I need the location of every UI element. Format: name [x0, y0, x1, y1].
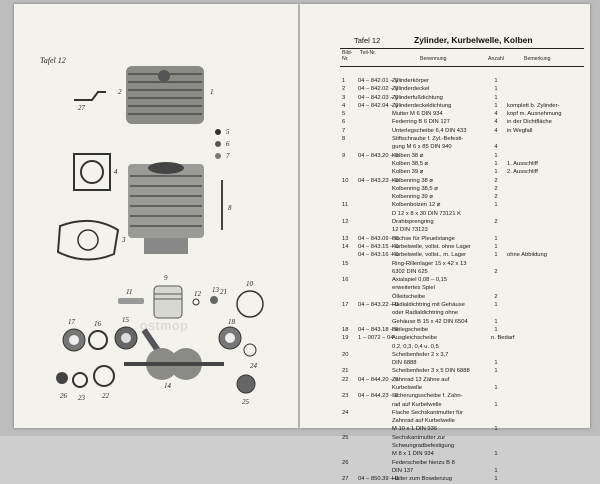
part-label: 2 — [118, 88, 122, 96]
table-row — [342, 401, 582, 409]
watermark-text: ostmop — [140, 318, 189, 333]
row-name: Stiftschraube f. Zyl.-Befesti- — [392, 136, 464, 143]
row-name: Zahnrad 13 Zähne auf — [392, 376, 450, 383]
row-quantity: 1 — [494, 302, 498, 309]
table-row — [342, 260, 582, 268]
row-part-number: 04 – 844.20 – 0 — [358, 376, 399, 383]
row-name: 0,2, 0,3, 0,4 u. 0,5 — [392, 343, 439, 350]
row-part-number: 04 – 842.04 – 0 — [358, 102, 399, 109]
part-label: 7 — [226, 152, 230, 160]
row-pos: 2 — [342, 86, 346, 93]
part-label: 18 — [228, 318, 235, 326]
table-row — [342, 276, 582, 284]
table-row — [342, 251, 582, 259]
row-quantity: 2 — [494, 194, 498, 201]
row-name: Unterlegscheibe 6,4 DIN 433 — [392, 127, 467, 134]
row-pos: 4 — [342, 102, 346, 109]
row-pos: 25 — [342, 434, 349, 441]
cylinder-head — [126, 66, 204, 124]
table-row — [342, 226, 582, 234]
right-page-parts-list — [300, 4, 590, 483]
row-note: ohne Abbildung — [507, 252, 547, 259]
part-label: 22 — [102, 392, 109, 400]
tafel-label-right: Tafel 12 — [354, 36, 381, 45]
row-name: Kolben 38 ⌀ — [392, 152, 424, 159]
row-quantity: 1 — [494, 384, 498, 391]
table-row — [342, 409, 582, 417]
row-part-number: 04 – 844.23 – 0 — [358, 393, 399, 400]
table-row — [342, 442, 582, 450]
row-quantity: 2 — [494, 219, 498, 226]
row-pos: 17 — [342, 302, 349, 309]
table-row — [342, 218, 582, 226]
row-part-number: 04 – 843.16 – 0 — [358, 252, 399, 259]
spring-washer-bottom — [73, 373, 87, 387]
table-row — [342, 425, 582, 433]
row-name: Sechskantmutter zur — [392, 434, 446, 441]
row-quantity: 1 — [494, 451, 498, 458]
left-page-parts-drawing — [14, 4, 298, 428]
row-quantity: 2 — [494, 177, 498, 184]
row-note: komplett b. Zylinder- — [507, 102, 560, 109]
row-part-number: 04 – 850.39 – 0 — [358, 476, 399, 483]
col-head-pos: Bild-Nr. — [342, 50, 353, 62]
row-name: Schwungradbefestigung — [392, 443, 455, 450]
row-pos: 1 — [342, 78, 346, 84]
table-row — [342, 326, 582, 334]
row-name: Ölleitscheibe — [392, 293, 426, 300]
table-row — [342, 475, 582, 483]
row-pos: 22 — [342, 376, 349, 383]
parts-table — [342, 77, 582, 484]
row-name: Federscheibe hierzu B 8 — [392, 459, 455, 466]
part-label: 27 — [78, 104, 85, 112]
row-quantity: 1 — [494, 426, 498, 433]
row-quantity: 4 — [494, 111, 498, 118]
table-row — [342, 127, 582, 135]
head-gasket — [74, 154, 110, 190]
row-quantity: 1 — [494, 78, 498, 84]
row-quantity: 1 — [494, 169, 498, 176]
row-name: 6302 DIN 625 — [392, 268, 428, 275]
piston — [154, 286, 182, 318]
row-part-number: 04 – 842.03 – 0 — [358, 94, 399, 101]
table-row — [342, 450, 582, 458]
row-pos: 9 — [342, 152, 346, 159]
row-name: Kolben 38,5 ⌀ — [392, 160, 429, 167]
row-name: Axialspiel 0,08 – 0,15 — [392, 277, 448, 284]
crankshaft — [124, 330, 224, 380]
row-name: Gehäuse B 15 x 42 DIN 6504 — [392, 318, 468, 325]
table-row — [342, 318, 582, 326]
row-name: Zahnrad auf Kurbelwelle — [392, 418, 455, 425]
table-row — [342, 343, 582, 351]
table-row — [342, 201, 582, 209]
spring-ring-part — [215, 141, 221, 147]
table-row — [342, 367, 582, 375]
table-row — [342, 102, 582, 110]
row-part-number: 04 – 843.15 – 0 — [358, 243, 399, 250]
row-quantity: 1 — [494, 94, 498, 101]
part-label: 17 — [68, 318, 75, 326]
row-name: Radialdichtring mit Gehäuse — [392, 302, 465, 309]
row-pos: 3 — [342, 94, 346, 101]
gear-left — [89, 331, 107, 349]
row-pos: 12 — [342, 219, 349, 226]
row-note: 1. Ausschliff — [507, 160, 538, 167]
row-pos: 8 — [342, 136, 346, 143]
table-row — [342, 376, 582, 384]
part-label: 24 — [250, 362, 257, 370]
table-row — [342, 392, 582, 400]
table-row — [342, 185, 582, 193]
piston-pin — [118, 298, 144, 304]
seal-right — [237, 375, 255, 393]
row-quantity: 2 — [494, 268, 498, 275]
col-head-nr: Teil-Nr. — [360, 50, 377, 56]
row-note: 2. Ausschliff — [507, 169, 538, 176]
row-quantity: 1 — [494, 318, 498, 325]
row-part-number: 04 – 843.22 – 0 — [358, 302, 399, 309]
table-row — [342, 334, 582, 342]
sprocket — [94, 366, 114, 386]
part-label: 5 — [226, 128, 230, 136]
table-row — [342, 135, 582, 143]
row-name: Federring B 6 DIN 127 — [392, 119, 450, 126]
row-pos: 27 — [342, 476, 349, 483]
row-name: Büchse für Pleuelstange — [392, 235, 455, 242]
row-name: Drahtsprengring — [392, 219, 434, 226]
table-row — [342, 351, 582, 359]
row-part-number: 04 – 843.23 – 0 — [358, 177, 399, 184]
row-pos: 11 — [342, 202, 349, 209]
row-pos: 26 — [342, 459, 349, 466]
row-pos: 15 — [342, 260, 349, 267]
part-label: 9 — [164, 274, 168, 282]
table-row — [342, 77, 582, 85]
row-part-number: 04 – 842.02 – 0 — [358, 86, 399, 93]
part-label: 26 — [60, 392, 67, 400]
table-row — [342, 85, 582, 93]
row-name: Zylinderdeckel — [392, 86, 430, 93]
row-name: Halter zum Bowdenzug — [392, 476, 452, 483]
tafel-label-left: Tafel 12 — [40, 56, 66, 65]
table-row — [342, 284, 582, 292]
row-name: 12 DIN 73123 — [392, 227, 428, 234]
row-quantity: n. Bedarf — [491, 335, 515, 342]
row-quantity: 1 — [494, 152, 498, 159]
row-name: Kolbenring 39 ⌀ — [392, 194, 433, 201]
part-label: 10 — [246, 280, 253, 288]
row-name: D 12 x 8 x 30 DIN 73121 K — [392, 210, 461, 217]
header-rule-bottom — [340, 66, 584, 67]
row-name: DIN 137 — [392, 467, 414, 474]
table-row — [342, 210, 582, 218]
row-quantity: 2 — [494, 293, 498, 300]
row-pos: 5 — [342, 111, 346, 118]
row-pos: 21 — [342, 368, 349, 375]
part-label: 15 — [122, 316, 129, 324]
table-row — [342, 268, 582, 276]
row-part-number: 1 – 0072 – 04 — [358, 335, 394, 342]
table-row — [342, 467, 582, 475]
table-row — [342, 235, 582, 243]
row-pos: 16 — [342, 277, 349, 284]
base-gasket — [58, 221, 118, 260]
part-label: 1 — [210, 88, 214, 96]
row-name: Flache Sechskantmutter für — [392, 409, 463, 416]
row-name: Ausgleichscheibe — [392, 335, 438, 342]
part-label: 6 — [226, 140, 230, 148]
row-note: in Wegfall — [507, 127, 533, 134]
row-name: M 8 x 1 DIN 934 — [392, 451, 434, 458]
row-part-number: 04 – 843.09 – 0 — [358, 235, 399, 242]
part-label: 21 — [220, 288, 227, 296]
part-label: 11 — [126, 288, 133, 296]
row-pos: 10 — [342, 177, 349, 184]
row-quantity: 1 — [494, 86, 498, 93]
part-label: 14 — [164, 382, 171, 390]
row-quantity: 1 — [494, 102, 498, 109]
part-label: 13 — [212, 286, 219, 294]
row-name: gung M 6 x 85 DIN 940 — [392, 144, 452, 151]
header-rule-top — [340, 48, 584, 49]
table-row — [342, 417, 582, 425]
row-quantity: 1 — [494, 360, 498, 367]
pin-clip — [193, 299, 199, 305]
row-name: oder Radialdichtring ohne — [392, 310, 459, 317]
row-part-number: 04 – 843.20 – 0 — [358, 152, 399, 159]
table-row — [342, 110, 582, 118]
table-row — [342, 309, 582, 317]
row-quantity: 1 — [494, 202, 498, 209]
washer-right — [244, 344, 256, 356]
row-name: Scheibenfeder 3 x 5 DIN 6888 — [392, 368, 470, 375]
nut-bottom — [56, 372, 68, 384]
row-name: M 10 x 1 DIN 936 — [392, 426, 438, 433]
table-row — [342, 118, 582, 126]
col-head-name: Benennung — [420, 56, 447, 62]
part-label: 4 — [114, 168, 118, 176]
col-head-note: Bemerkung — [524, 56, 551, 62]
row-name: Sicherungsscheibe f. Zahn- — [392, 393, 463, 400]
bushing — [210, 296, 218, 304]
table-row — [342, 243, 582, 251]
row-pos: 24 — [342, 409, 349, 416]
part-label: 12 — [194, 290, 201, 298]
table-row — [342, 143, 582, 151]
row-name: Scheibenfeder 2 x 3,7 — [392, 351, 449, 358]
row-quantity: 1 — [494, 467, 498, 474]
row-quantity: 1 — [494, 476, 498, 483]
row-quantity: 1 — [494, 368, 498, 375]
bowden-holder-bracket — [74, 92, 106, 100]
part-label: 3 — [122, 236, 126, 244]
nut-part — [215, 129, 221, 135]
row-name: DIN 6888 — [392, 360, 417, 367]
row-name: Kurbelwelle, vollst., m. Lager — [392, 252, 467, 259]
table-row — [342, 359, 582, 367]
row-name: Mutter M 6 DIN 934 — [392, 111, 443, 118]
row-name: Kurbelwelle, vollst. ohne Lager — [392, 243, 471, 250]
row-part-number: 04 – 843.18 – 0 — [358, 326, 399, 333]
table-row — [342, 94, 582, 102]
table-row — [342, 301, 582, 309]
row-pos: 13 — [342, 235, 349, 242]
part-label: 8 — [228, 204, 232, 212]
table-row — [342, 152, 582, 160]
row-quantity: 2 — [494, 185, 498, 192]
table-row — [342, 434, 582, 442]
row-name: Zylinderdeckeldichtung — [392, 102, 452, 109]
row-name: Kolbenring 38,5 ⌀ — [392, 185, 438, 192]
row-name: Ring-Rillenlager 15 x 42 x 13 — [392, 260, 467, 267]
part-label: 25 — [242, 398, 249, 406]
row-name: Zylinderkörper — [392, 78, 430, 84]
washer-part — [215, 153, 221, 159]
row-name: Zylinderfußdichtung — [392, 94, 443, 101]
row-pos: 7 — [342, 127, 346, 134]
table-row — [342, 193, 582, 201]
cylinder-body — [128, 162, 204, 254]
row-name: Kolbenring 38 ⌀ — [392, 177, 433, 184]
row-pos: 20 — [342, 351, 349, 358]
row-part-number: 04 – 842.01 – 0 — [358, 78, 399, 84]
row-quantity: 4 — [494, 127, 498, 134]
row-name: Kolbenbolzen 12 ⌀ — [392, 202, 441, 209]
table-row — [342, 160, 582, 168]
table-row — [342, 168, 582, 176]
part-label: 23 — [78, 394, 85, 402]
row-pos: 6 — [342, 119, 346, 126]
row-note: kopf m. Ausnehmung — [507, 111, 562, 118]
piston-ring — [237, 291, 263, 317]
row-pos: 19 — [342, 335, 349, 342]
table-row — [342, 384, 582, 392]
table-row — [342, 177, 582, 185]
page-title: Zylinder, Kurbelwelle, Kolben — [414, 35, 533, 45]
row-quantity: 1 — [494, 160, 498, 167]
col-head-qty: Anzahl — [488, 56, 504, 62]
row-name: erweitertes Spiel — [392, 285, 435, 292]
row-quantity: 1 — [494, 252, 498, 259]
row-name: Kolben 39 ⌀ — [392, 169, 424, 176]
row-name: Beilegscheibe — [392, 326, 429, 333]
row-name: Kurbelwelle — [392, 384, 422, 391]
row-quantity: 4 — [494, 144, 498, 151]
table-row — [342, 459, 582, 467]
row-quantity: 1 — [494, 243, 498, 250]
row-quantity: 1 — [494, 235, 498, 242]
row-note: in der Dichtfläche — [507, 119, 552, 126]
row-quantity: 4 — [494, 119, 498, 126]
row-pos: 23 — [342, 393, 349, 400]
table-row — [342, 293, 582, 301]
row-name: rad auf Kurbelwelle — [392, 401, 442, 408]
row-pos: 18 — [342, 326, 349, 333]
row-pos: 14 — [342, 243, 349, 250]
row-quantity: 1 — [494, 326, 498, 333]
row-quantity: 1 — [494, 401, 498, 408]
part-label: 16 — [94, 320, 101, 328]
